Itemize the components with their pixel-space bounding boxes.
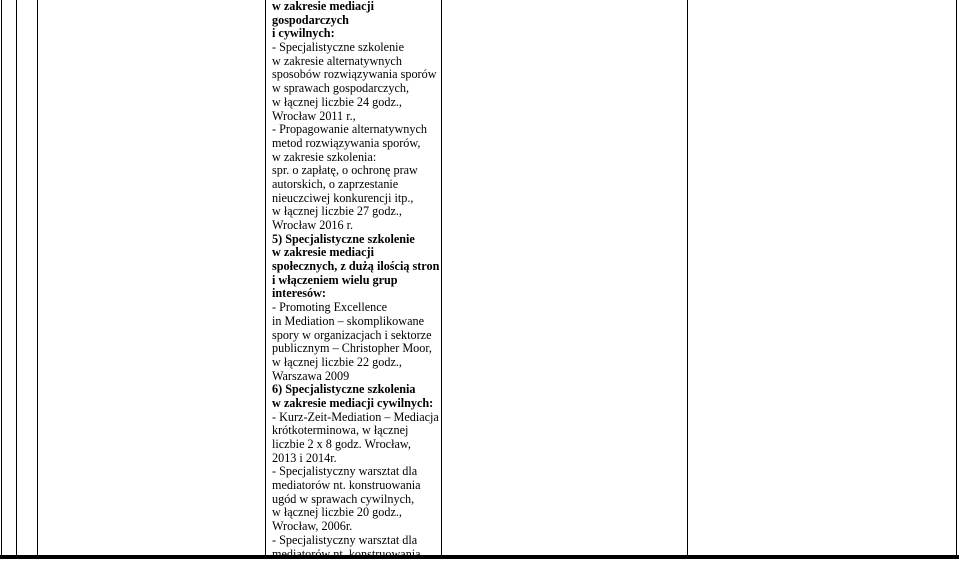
table-cell-training-description (272, 0, 440, 561)
text-line: - Specjalistyczny warsztat dla (272, 464, 418, 479)
text-line: publicznym – Christopher Moor, (272, 341, 432, 356)
text-line: autorskich, o zaprzestanie (272, 176, 399, 191)
table-column-divider (37, 0, 38, 555)
table-column-divider (16, 0, 17, 555)
text-line: gospodarczych (272, 12, 349, 27)
text-line: spory w organizacjach i sektorze (272, 327, 432, 342)
text-line: sposobów rozwiązywania sporów (272, 67, 437, 82)
text-line: Wrocław 2011 r., (272, 108, 356, 123)
text-line: liczbie 2 x 8 godz. Wrocław, (272, 437, 411, 451)
text-line: krótkoterminowa, w łącznej (272, 423, 409, 438)
text-line: w zakresie mediacji cywilnych: (272, 395, 434, 410)
text-line: i włączeniem wielu grup (272, 272, 398, 287)
text-line: Wrocław 2016 r. (272, 218, 354, 232)
text-line: - Promoting Excellence (272, 300, 388, 315)
text-line: in Mediation – skomplikowane (272, 313, 424, 328)
text-line: 6) Specjalistyczne szkolenia (272, 382, 416, 397)
text-line: w zakresie mediacji (272, 0, 374, 13)
text-line: mediatorów nt. konstruowania (272, 478, 421, 493)
text-line: ugód w sprawach cywilnych, (272, 491, 415, 506)
text-line: społecznych, z dużą ilością stron (272, 259, 440, 274)
text-line: 5) Specjalistyczne szkolenie (272, 231, 415, 246)
text-line: w sprawach gospodarczych, (272, 81, 410, 96)
text-line: interesów: (272, 286, 326, 301)
text-line: w łącznej liczbie 27 godz., (272, 204, 402, 219)
table-border-right (956, 0, 957, 555)
text-line: w łącznej liczbie 20 godz., (272, 505, 402, 520)
text-line: - Propagowanie alternatywnych (272, 122, 427, 137)
text-line: i cywilnych: (272, 26, 335, 41)
table-column-divider (265, 0, 266, 555)
text-line: - Specjalistyczne szkolenie (272, 40, 404, 55)
text-line: w zakresie mediacji (272, 245, 374, 260)
text-line: nieuczciwej konkurencji itp., (272, 190, 414, 205)
text-line: w zakresie szkolenia: (272, 149, 377, 164)
text-line: spr. o zapłatę, o ochronę praw (272, 163, 418, 178)
text-line: w zakresie alternatywnych (272, 53, 402, 68)
text-line: Warszawa 2009 (272, 368, 350, 383)
text-line: Wrocław, 2006r. (272, 519, 353, 534)
table-column-divider (687, 0, 688, 555)
text-line: - Kurz-Zeit-Mediation – Mediacja (272, 409, 439, 424)
text-line: w łącznej liczbie 24 godz., (272, 94, 402, 109)
table-border-left (1, 0, 2, 555)
text-line: - Specjalistyczny warsztat dla (272, 532, 418, 547)
text-line: w łącznej liczbie 22 godz., (272, 354, 402, 369)
text-line: 2013 i 2014r. (272, 450, 337, 465)
table-column-divider (441, 0, 442, 555)
text-line: metod rozwiązywania sporów, (272, 135, 421, 150)
table-bottom-rule (0, 555, 959, 559)
text-line: mediatorów nt. konstruowania (272, 546, 421, 561)
